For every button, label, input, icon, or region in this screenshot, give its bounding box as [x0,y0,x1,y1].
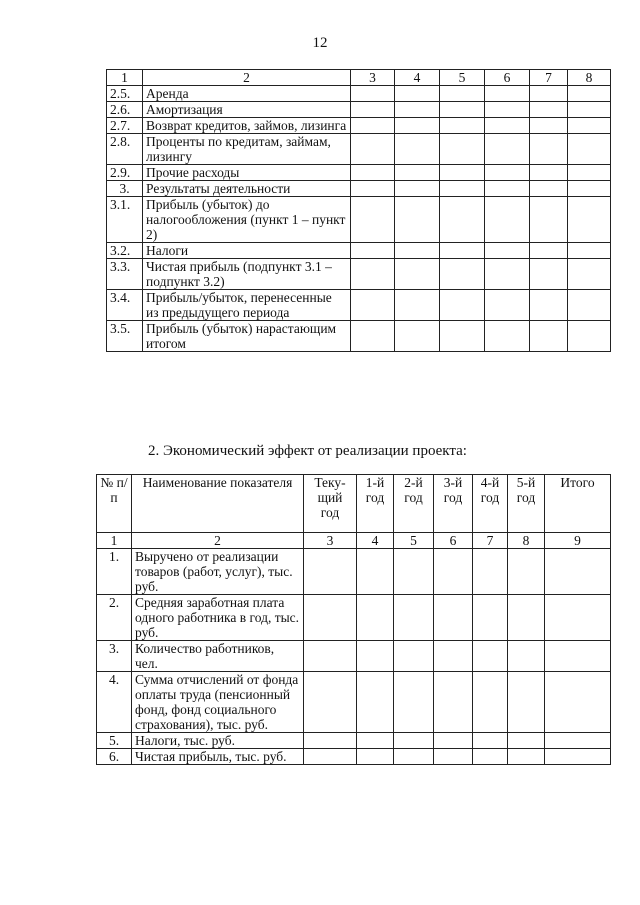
row-label: Чистая прибыль, тыс. руб. [132,749,304,765]
value-cell [508,733,545,749]
value-cell [395,102,440,118]
value-cell [473,549,508,595]
row-label: Амортизация [143,102,351,118]
value-cell [530,86,568,102]
table-row [107,165,611,181]
value-cell [508,672,545,733]
table-row [107,197,611,243]
value-cell [351,134,395,165]
table-row [107,86,611,102]
value-cell [304,672,357,733]
value-cell [395,243,440,259]
value-cell [485,259,530,290]
header-total: Итого [545,475,611,533]
value-cell [473,595,508,641]
value-cell [485,181,530,197]
table-row [107,118,611,134]
value-cell [304,595,357,641]
row-number: 4. [97,672,132,733]
value-cell [508,549,545,595]
row-label: Проценты по кредитам, займам, лизингу [143,134,351,165]
value-cell [434,549,473,595]
value-cell [434,641,473,672]
table1-header-cell: 8 [568,70,611,86]
value-cell [394,549,434,595]
value-cell [530,134,568,165]
value-cell [304,549,357,595]
table-row [107,102,611,118]
value-cell [568,165,611,181]
table-row [97,672,611,733]
row-label: Количество работников, чел. [132,641,304,672]
value-cell [434,733,473,749]
value-cell [357,672,394,733]
value-cell [440,290,485,321]
value-cell [568,290,611,321]
table1-header-cell: 7 [530,70,568,86]
index-cell: 6 [434,533,473,549]
row-label: Возврат кредитов, займов, лизинга [143,118,351,134]
value-cell [568,197,611,243]
value-cell [434,672,473,733]
value-cell [530,181,568,197]
value-cell [394,672,434,733]
row-number: 2. [97,595,132,641]
row-label: Выручено от реализации товаров (работ, услуг), тыс. руб. [132,549,304,595]
value-cell [395,118,440,134]
row-number: 6. [97,749,132,765]
index-cell: 9 [545,533,611,549]
value-cell [357,749,394,765]
value-cell [395,197,440,243]
header-number: № п/п [97,475,132,533]
row-label: Прибыль/убыток, перенесенные из предыдущего периода [143,290,351,321]
financial-results-table [106,69,611,352]
table-row [97,733,611,749]
header-year-5: 5-й год [508,475,545,533]
row-label: Прочие расходы [143,165,351,181]
table1-header-cell: 6 [485,70,530,86]
value-cell [473,672,508,733]
value-cell [530,118,568,134]
table1-header-cell: 1 [107,70,143,86]
value-cell [530,102,568,118]
value-cell [395,165,440,181]
row-number: 2.9. [107,165,143,181]
value-cell [485,321,530,352]
row-number: 1. [97,549,132,595]
header-year-2: 2-й год [394,475,434,533]
value-cell [394,749,434,765]
value-cell [545,733,611,749]
value-cell [440,86,485,102]
index-cell: 5 [394,533,434,549]
row-label: Налоги, тыс. руб. [132,733,304,749]
value-cell [351,321,395,352]
value-cell [394,595,434,641]
row-number: 2.5. [107,86,143,102]
header-current-year: Теку-щий год [304,475,357,533]
value-cell [357,595,394,641]
row-number: 3.4. [107,290,143,321]
value-cell [394,733,434,749]
index-cell: 4 [357,533,394,549]
value-cell [351,165,395,181]
table-row [107,134,611,165]
value-cell [351,197,395,243]
value-cell [530,321,568,352]
value-cell [485,118,530,134]
value-cell [440,118,485,134]
economic-effect-table [96,474,611,765]
index-cell: 3 [304,533,357,549]
row-number: 3. [107,181,143,197]
index-cell: 2 [132,533,304,549]
table1-header-row [107,70,611,86]
value-cell [485,86,530,102]
value-cell [351,118,395,134]
row-label: Чистая прибыль (подпункт 3.1 – подпункт 3.2) [143,259,351,290]
value-cell [395,321,440,352]
table-row [97,641,611,672]
value-cell [351,243,395,259]
value-cell [545,595,611,641]
row-label: Результаты деятельности [143,181,351,197]
value-cell [545,749,611,765]
header-year-4: 4-й год [473,475,508,533]
value-cell [351,181,395,197]
row-number: 2.7. [107,118,143,134]
table-row [107,259,611,290]
value-cell [473,749,508,765]
value-cell [440,321,485,352]
value-cell [485,102,530,118]
table-row [107,290,611,321]
value-cell [545,549,611,595]
row-label: Прибыль (убыток) до налогообложения (пункт 1 – пункт 2) [143,197,351,243]
index-cell: 1 [97,533,132,549]
value-cell [357,733,394,749]
value-cell [568,118,611,134]
table1-header-cell: 2 [143,70,351,86]
table2-index-row [97,533,611,549]
value-cell [530,290,568,321]
row-number: 3.1. [107,197,143,243]
value-cell [351,102,395,118]
row-label: Сумма отчислений от фонда оплаты труда (пенсионный фонд, фонд социального страхования), тыс. руб. [132,672,304,733]
value-cell [568,134,611,165]
row-label: Налоги [143,243,351,259]
value-cell [351,290,395,321]
value-cell [568,86,611,102]
value-cell [530,243,568,259]
index-cell: 7 [473,533,508,549]
value-cell [304,733,357,749]
value-cell [473,733,508,749]
value-cell [485,290,530,321]
row-number: 3. [97,641,132,672]
header-year-3: 3-й год [434,475,473,533]
value-cell [357,549,394,595]
table1-header-cell: 5 [440,70,485,86]
value-cell [485,243,530,259]
value-cell [440,165,485,181]
value-cell [568,243,611,259]
value-cell [395,86,440,102]
value-cell [395,259,440,290]
row-number: 5. [97,733,132,749]
value-cell [351,86,395,102]
row-number: 2.8. [107,134,143,165]
value-cell [545,672,611,733]
value-cell [440,181,485,197]
page-number: 12 [312,35,328,51]
table-row [107,243,611,259]
value-cell [485,134,530,165]
value-cell [440,134,485,165]
row-label: Средняя заработная плата одного работника в год, тыс. руб. [132,595,304,641]
row-number: 3.2. [107,243,143,259]
value-cell [568,102,611,118]
table-row [107,181,611,197]
value-cell [473,641,508,672]
section-title: 2. Экономический эффект от реализации проекта: [148,443,467,459]
value-cell [508,749,545,765]
value-cell [434,749,473,765]
value-cell [395,134,440,165]
row-number: 2.6. [107,102,143,118]
header-name: Наименование показателя [132,475,304,533]
value-cell [304,641,357,672]
table-row [97,749,611,765]
value-cell [485,165,530,181]
table2-header-row [97,475,611,533]
value-cell [485,197,530,243]
table1-header-cell: 3 [351,70,395,86]
index-cell: 8 [508,533,545,549]
value-cell [568,181,611,197]
row-label: Аренда [143,86,351,102]
value-cell [304,749,357,765]
value-cell [508,641,545,672]
value-cell [440,102,485,118]
table-row [107,321,611,352]
value-cell [545,641,611,672]
value-cell [395,290,440,321]
value-cell [434,595,473,641]
table-row [97,549,611,595]
value-cell [440,197,485,243]
value-cell [568,259,611,290]
value-cell [568,321,611,352]
value-cell [530,197,568,243]
row-number: 3.3. [107,259,143,290]
value-cell [530,259,568,290]
value-cell [440,259,485,290]
table-row [97,595,611,641]
header-year-1: 1-й год [357,475,394,533]
value-cell [508,595,545,641]
value-cell [357,641,394,672]
value-cell [395,181,440,197]
value-cell [440,243,485,259]
value-cell [351,259,395,290]
row-number: 3.5. [107,321,143,352]
value-cell [530,165,568,181]
row-label: Прибыль (убыток) нарастающим итогом [143,321,351,352]
table1-header-cell: 4 [395,70,440,86]
value-cell [394,641,434,672]
